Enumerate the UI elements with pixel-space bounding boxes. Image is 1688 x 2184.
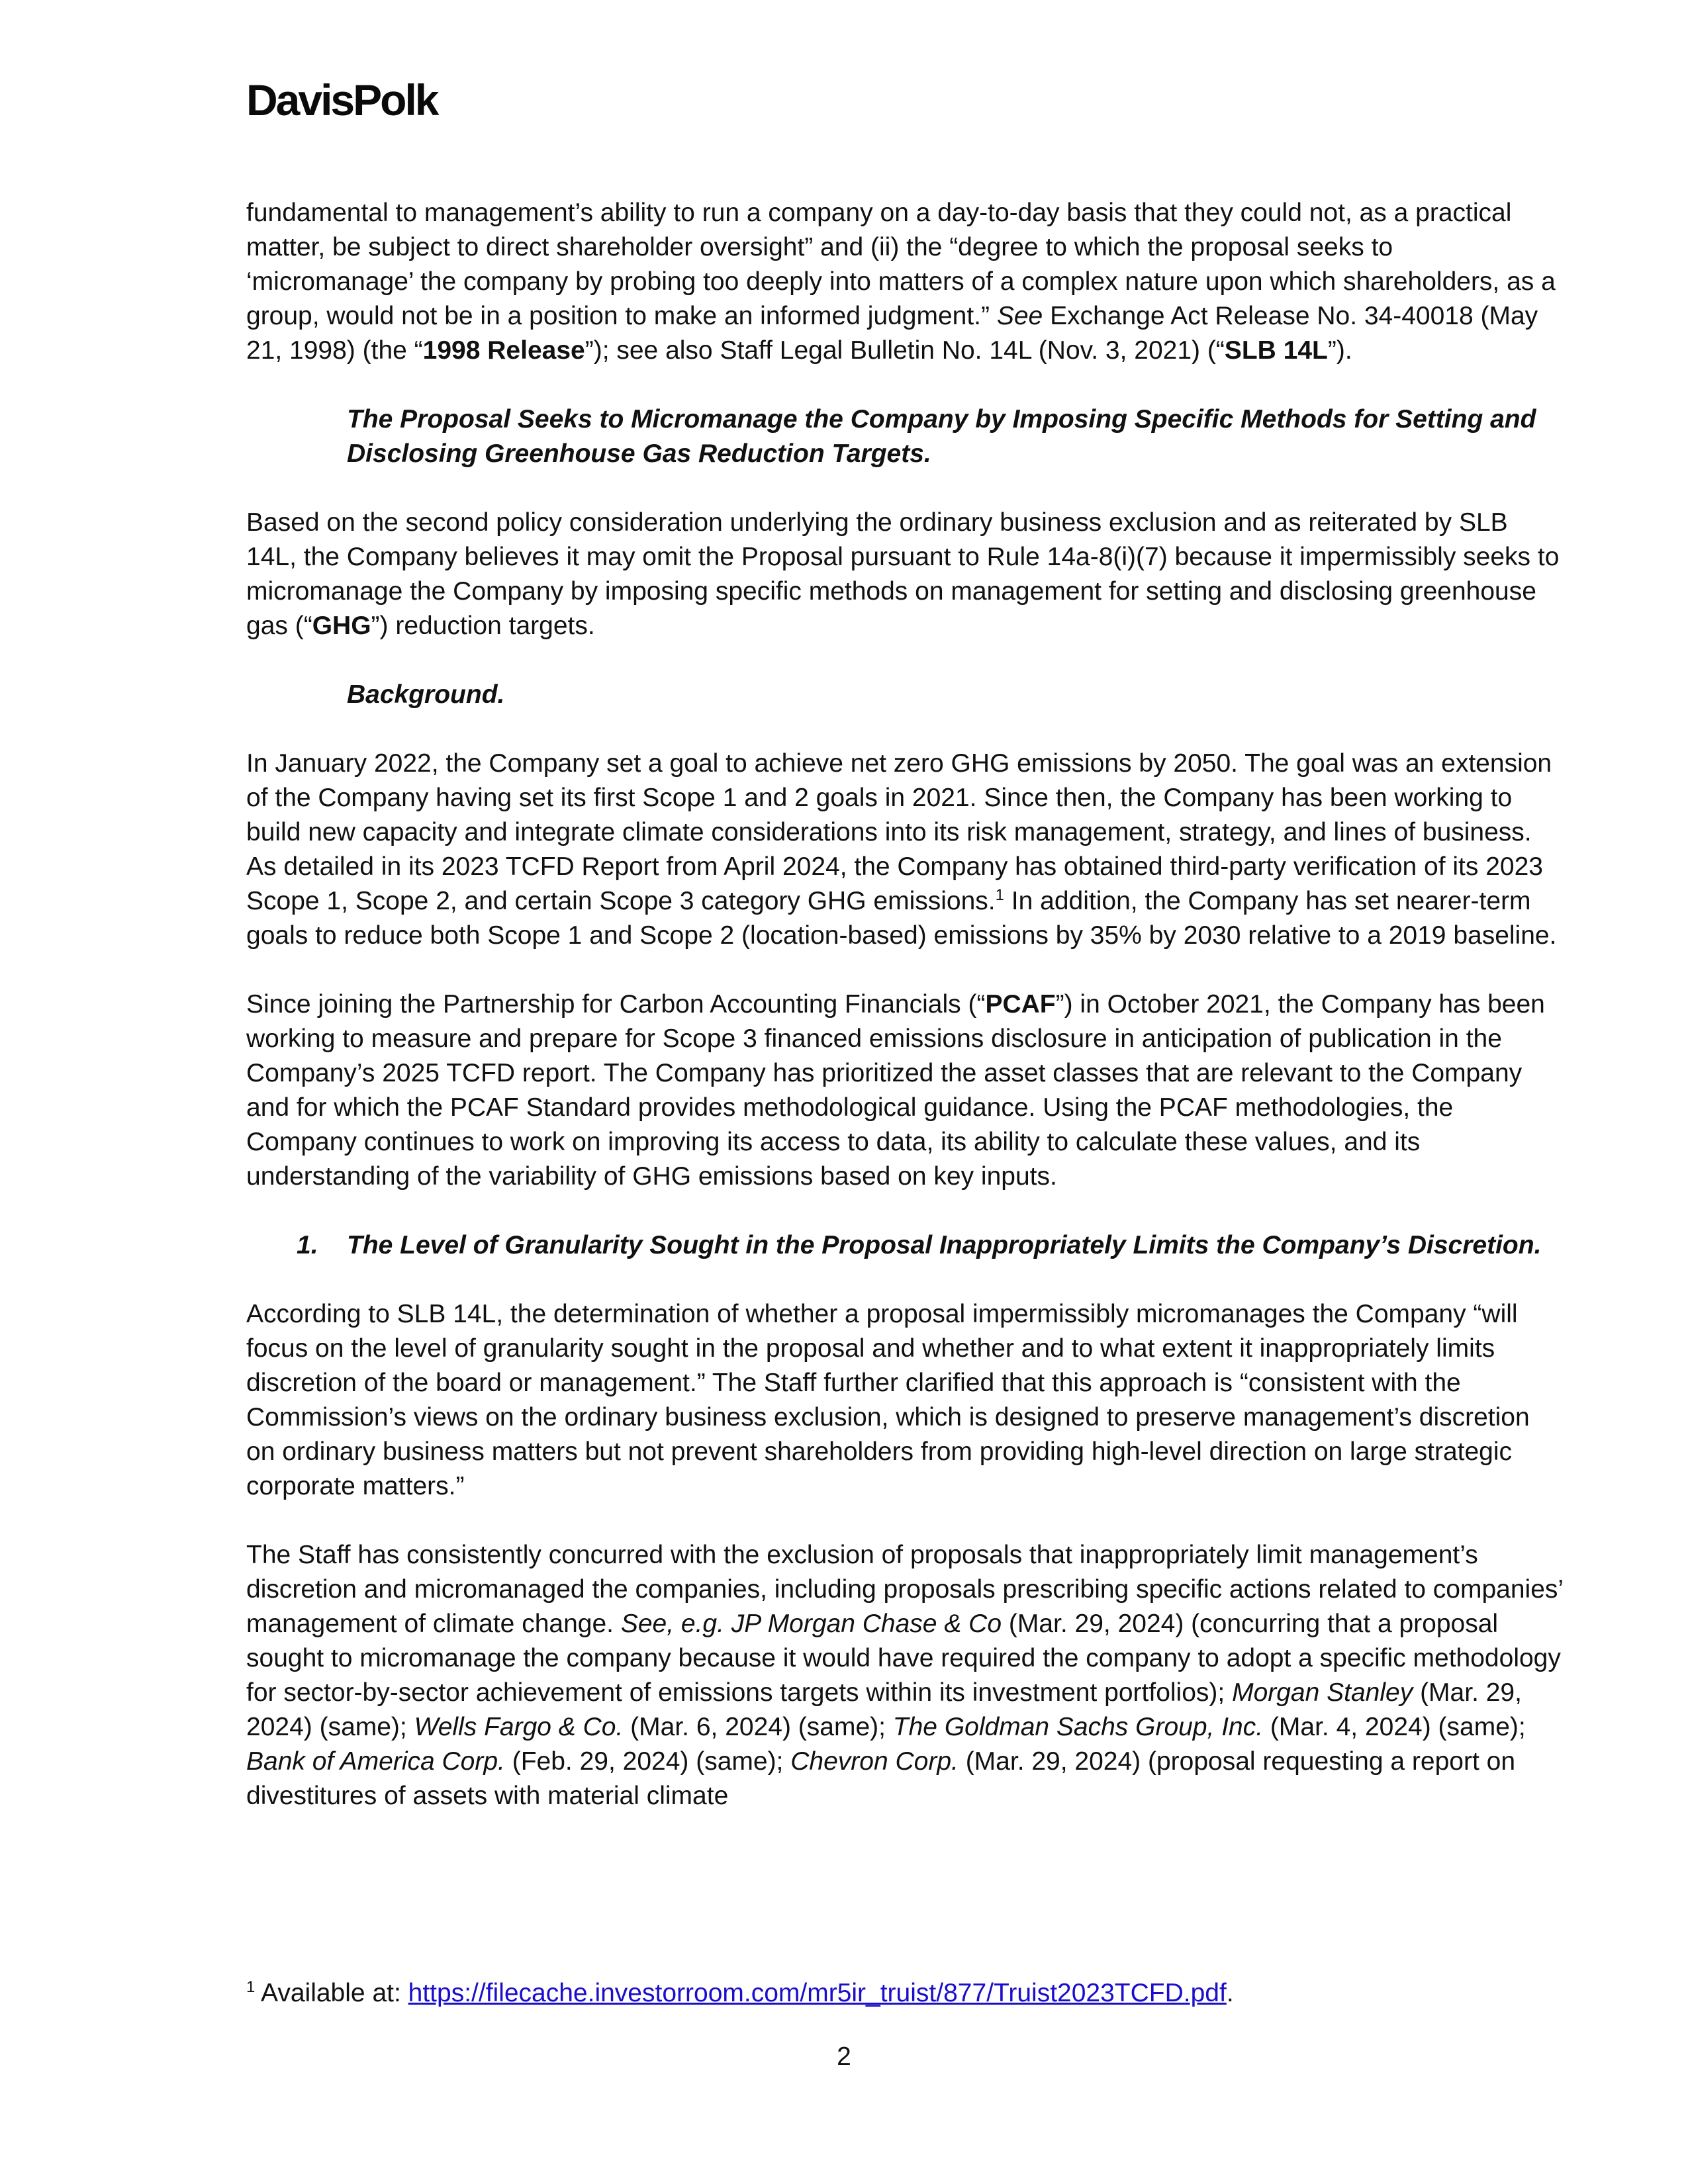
- paragraph-3: [246, 747, 1564, 953]
- paragraph-text: (Mar. 29, 2024) (concurring that a proposal sought to micromanage the company because it would have required the company to adopt a specific methodology for sector-by-sector achievement of emissions targets within its investment portfolios);: [246, 1610, 1561, 1707]
- davis-polk-logo: DavisPolk: [246, 75, 438, 124]
- paragraph-text: ”) reduction targets.: [371, 612, 595, 640]
- heading-number: 1.: [297, 1231, 318, 1259]
- defined-term-1998-release: 1998 Release: [422, 336, 585, 365]
- footnote-label: Available at:: [255, 1979, 408, 2007]
- footnote-reference[interactable]: 1: [995, 886, 1004, 904]
- paragraph-text: In January 2022, the Company set a goal to achieve net zero GHG emissions by 2050. The goal was an extension of the Company having set its first Scope 1 and 2 goals in 2021. Since then, the Company has been working to build new capacity and integrate climate considerations into its risk management, strategy, and lines of business. As detailed in its 2023 TCFD Report from April 2024, the Company has obtained third-party verification of its 2023 Scope 1, Scope 2, and certain Scope 3 category GHG emissions.: [246, 749, 1552, 915]
- case-citation: The Goldman Sachs Group, Inc.: [892, 1713, 1264, 1741]
- paragraph-text: (Mar. 4, 2024) (same);: [1263, 1713, 1526, 1741]
- case-citation: See, e.g. JP Morgan Chase & Co: [620, 1610, 1002, 1638]
- paragraph-text: fundamental to management’s ability to run a company on a day-to-day basis that they could not, as a practical matter, be subject to direct shareholder oversight” and (ii) the “degree to which the proposal seeks to ‘micromanage’ the company by probing too deeply into matters of a complex nature upon which shareholders, as a group, would not be in a position to make an informed judgment.”: [246, 199, 1556, 330]
- paragraph-text: In addition, the Company has set nearer-term goals to reduce both Scope 1 and Scope 2 (location-based) emissions by 35% by 2030 relative to a 2019 baseline.: [246, 887, 1557, 950]
- footnote: [246, 1976, 1564, 2011]
- footnote-number: 1: [246, 1978, 256, 1996]
- footnote-end: .: [1226, 1979, 1234, 2007]
- footnote-link[interactable]: https://filecache.investorroom.com/mr5ir_truist/877/Truist2023TCFD.pdf: [408, 1979, 1227, 2007]
- page-number: 2: [837, 2042, 851, 2071]
- paragraph-text: The Staff has consistently concurred with the exclusion of proposals that inappropriately limit management’s discretion and micromanaged the companies, including proposals prescribing specific actions related to companies’ management of climate change.: [246, 1541, 1563, 1638]
- paragraph-text: ”) in October 2021, the Company has been working to measure and prepare for Scope 3 financed emissions disclosure in anticipation of publication in the Company’s 2025 TCFD report. The Company has prioritized the asset classes that are relevant to the Company and for which the PCAF Standard provides methodological guidance. Using the PCAF methodologies, the Company continues to work on improving its access to data, its ability to calculate these values, and its understanding of the variability of GHG emissions based on key inputs.: [246, 990, 1545, 1191]
- case-citation: Chevron Corp.: [790, 1747, 959, 1776]
- paragraph-text: (Feb. 29, 2024) (same);: [504, 1747, 791, 1776]
- heading-text: The Level of Granularity Sought in the Proposal Inappropriately Limits the Company’s Discretion.: [347, 1231, 1542, 1259]
- paragraph-text: ”).: [1327, 336, 1352, 365]
- case-citation: Morgan Stanley: [1232, 1678, 1413, 1707]
- section-heading-background: Background.: [347, 680, 505, 709]
- paragraph-text: ”); see also Staff Legal Bulletin No. 14L (Nov. 3, 2021) (“: [585, 336, 1225, 365]
- paragraph-text: (Mar. 6, 2024) (same);: [623, 1713, 893, 1741]
- paragraph-text: Based on the second policy consideration underlying the ordinary business exclusion and as reiterated by SLB 14L, the Company believes it may omit the Proposal pursuant to Rule 14a-8(i)(7) because it impermissibly seeks to micromanage the Company by imposing specific methods on management for setting and disclosing greenhouse gas (“: [246, 508, 1560, 640]
- paragraph-1: [246, 196, 1564, 368]
- numbered-heading-granularity: [246, 1228, 1564, 1263]
- paragraph-5: According to SLB 14L, the determination of whether a proposal impermissibly micromanages the Company “will focus on the level of granularity sought in the proposal and whether and to what extent it inappropriately limits discretion of the board or management.” The Staff further clarified that this approach is “consistent with the Commission’s views on the ordinary business exclusion, which is designed to preserve management’s discretion on ordinary business matters but not prevent shareholders from providing high-level direction on large strategic corporate matters.”: [246, 1300, 1530, 1500]
- section-heading-micromanage: The Proposal Seeks to Micromanage the Company by Imposing Specific Methods for Setting and Disclosing Greenhouse Gas Reduction Targets.: [347, 405, 1536, 468]
- defined-term-slb-14l: SLB 14L: [1224, 336, 1328, 365]
- paragraph-text: Since joining the Partnership for Carbon Accounting Financials (“: [246, 990, 986, 1019]
- paragraph-text: Exchange Act Release No. 34-40018 (May 21, 1998) (the “: [246, 302, 1538, 365]
- defined-term-pcaf: PCAF: [985, 990, 1056, 1019]
- case-citation: Wells Fargo & Co.: [414, 1713, 624, 1741]
- case-citation: Bank of America Corp.: [246, 1747, 505, 1776]
- see-signal: See: [996, 302, 1043, 330]
- paragraph-text: (Mar. 29, 2024) (same);: [246, 1678, 1522, 1741]
- paragraph-text: (Mar. 29, 2024) (proposal requesting a report on divestitures of assets with material climate: [246, 1747, 1516, 1810]
- paragraph-6: [246, 1538, 1564, 1813]
- paragraph-2: [246, 506, 1564, 643]
- document-body: [246, 196, 1564, 1848]
- paragraph-4: [246, 987, 1564, 1194]
- defined-term-ghg: GHG: [312, 612, 371, 640]
